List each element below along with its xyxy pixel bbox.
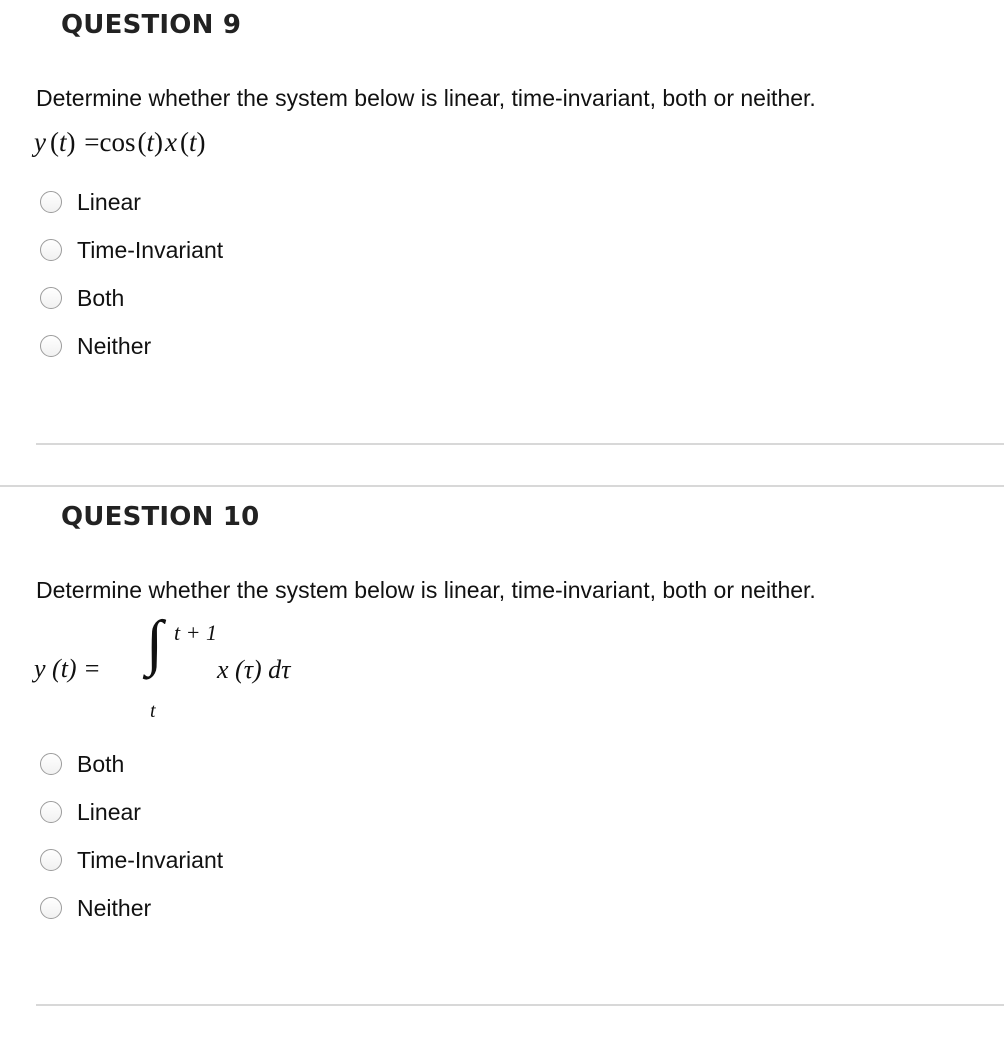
q10-option-time-invariant[interactable]	[40, 843, 223, 877]
option-label: Linear	[77, 798, 141, 825]
question-10-divider	[36, 1004, 1004, 1006]
radio-button[interactable]	[40, 191, 62, 213]
integral-upper-limit: t + 1	[174, 620, 217, 645]
integral-lower-limit: t	[150, 700, 156, 722]
radio-button[interactable]	[40, 335, 62, 357]
question-10-title: QUESTION 10	[61, 502, 260, 532]
section-divider	[0, 485, 1004, 487]
radio-button[interactable]	[40, 849, 62, 871]
option-label: Time-Invariant	[77, 236, 224, 263]
q10-option-both[interactable]	[40, 747, 124, 781]
radio-button[interactable]	[40, 753, 62, 775]
integral-sign: ∫	[146, 609, 163, 677]
question-9-title: QUESTION 9	[61, 10, 242, 40]
radio-button[interactable]	[40, 287, 62, 309]
option-label: Both	[77, 750, 125, 777]
radio-button[interactable]	[40, 801, 62, 823]
question-9-divider	[36, 443, 1004, 445]
option-label: Both	[77, 284, 125, 311]
integrand: x (τ) dτ	[217, 655, 291, 684]
q10-option-linear[interactable]	[40, 795, 141, 829]
q9-option-neither[interactable]	[40, 329, 151, 363]
option-label: Neither	[77, 894, 152, 921]
question-10-prompt: Determine whether the system below is linear, time-invariant, both or neither.	[36, 577, 816, 603]
radio-button[interactable]	[40, 897, 62, 919]
q9-option-linear[interactable]	[40, 185, 141, 219]
q9-option-time-invariant[interactable]	[40, 233, 223, 267]
option-label: Time-Invariant	[77, 846, 224, 873]
q9-option-both[interactable]	[40, 281, 124, 315]
radio-button[interactable]	[40, 239, 62, 261]
equation-lhs: y (t) =	[34, 654, 101, 683]
q10-option-neither[interactable]	[40, 891, 151, 925]
option-label: Linear	[77, 188, 141, 215]
question-9-prompt: Determine whether the system below is linear, time-invariant, both or neither.	[36, 85, 816, 111]
question-9-equation: y (t) =cos(t)x (t)	[34, 127, 206, 157]
option-label: Neither	[77, 332, 152, 359]
